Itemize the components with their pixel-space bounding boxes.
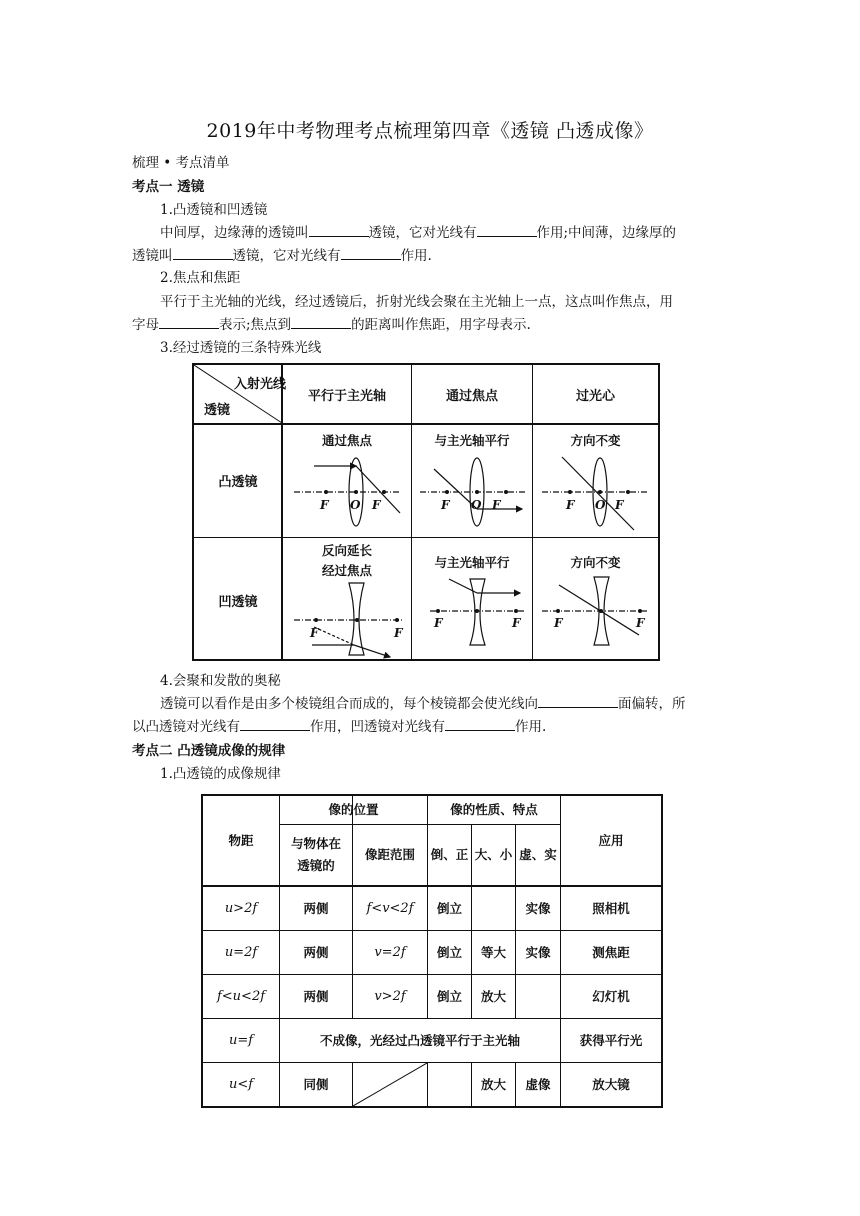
header-inverted: 倒、正 xyxy=(430,847,469,862)
col-header: 平行于主光轴 xyxy=(307,389,386,404)
ray-diagrams xyxy=(194,365,658,659)
fill-blank[interactable] xyxy=(341,247,401,260)
header-image-position: 像的位置 xyxy=(328,802,379,817)
focus-label: F xyxy=(512,616,521,630)
cell-side: 两侧 xyxy=(303,944,329,960)
empty-cell-diagonal xyxy=(353,1063,427,1106)
cell-u: u=2f xyxy=(224,944,258,960)
fill-blank[interactable] xyxy=(159,316,219,329)
col-header: 通过焦点 xyxy=(445,389,498,404)
cell-u: u>2f xyxy=(224,900,258,916)
cell-inverted: 倒立 xyxy=(436,944,462,960)
cell-size: 放大 xyxy=(480,1076,506,1092)
kp1-s3-title: 3.经过透镜的三条特殊光线 xyxy=(160,340,322,356)
focus-label: F xyxy=(554,616,563,630)
focus-label: F xyxy=(441,498,450,512)
kp2-heading: 考点二 凸透镜成像的规律 xyxy=(132,743,286,759)
kp1-s4-line1: 透镜可以看作是由多个棱镜组合而成的，每个棱镜都会使光线向 面偏转，所 xyxy=(160,696,686,712)
cell-application: 获得平行光 xyxy=(579,1032,643,1048)
header-side: 与物体在 透镜的 xyxy=(290,836,341,873)
header-application: 应用 xyxy=(598,833,624,848)
header-image-nature: 像的性质、特点 xyxy=(450,802,538,817)
optical-center-label: O xyxy=(350,498,361,512)
fill-blank[interactable] xyxy=(173,247,233,260)
row-label-concave: 凹透镜 xyxy=(218,595,258,610)
cell-application: 放大镜 xyxy=(592,1076,630,1092)
fill-blank[interactable] xyxy=(538,695,618,708)
corner-bottom-label: 透镜 xyxy=(204,403,231,418)
caption: 与主光轴平行 xyxy=(434,433,510,448)
kp1-s2-line1: 平行于主光轴的光线，经过透镜后，折射光线会聚在主光轴上一点，这点叫作焦点，用 xyxy=(160,294,673,310)
header-object-distance: 物距 xyxy=(228,833,254,848)
fill-blank[interactable] xyxy=(309,224,369,237)
kp1-s4-line2: 以凸透镜对光线有 作用，凹透镜对光线有 作用. xyxy=(132,719,547,735)
cell-u: u=f xyxy=(228,1032,254,1048)
cell-size xyxy=(472,887,515,930)
focus-label: F xyxy=(492,498,501,512)
kp1-s2-title: 2.焦点和焦距 xyxy=(160,270,241,286)
cell-inverted: 倒立 xyxy=(436,900,462,916)
cell-side: 两侧 xyxy=(303,900,329,916)
kp1-s4-title: 4.会聚和发散的奥秘 xyxy=(160,673,281,689)
corner-top-label: 入射光线 xyxy=(234,377,287,392)
kp1-s2-line2: 字母 表示;焦点到 的距离叫作焦距，用字母表示. xyxy=(132,317,531,333)
page-title: 2019年中考物理考点梳理第四章《透镜 凸透成像》 xyxy=(206,120,654,142)
caption: 与主光轴平行 xyxy=(434,555,510,570)
cell-range: v>2f xyxy=(374,988,406,1004)
focus-label: F xyxy=(566,498,575,512)
cell-size: 等大 xyxy=(480,944,506,960)
fill-blank[interactable] xyxy=(291,316,351,329)
caption: 方向不变 xyxy=(570,555,621,570)
caption: 通过焦点 xyxy=(321,433,372,448)
kp2-s1-title: 1.凸透镜的成像规律 xyxy=(160,766,281,782)
header-size: 大、小 xyxy=(474,847,513,862)
cell-range: v=2f xyxy=(374,944,406,960)
cell-real xyxy=(516,975,560,1018)
caption: 反向延长 经过焦点 xyxy=(321,543,372,578)
fill-blank[interactable] xyxy=(240,718,310,731)
focus-label: F xyxy=(310,626,319,640)
fill-blank[interactable] xyxy=(477,224,537,237)
special-rays-table xyxy=(192,363,660,661)
focus-label: F xyxy=(394,626,403,640)
kp1-s1-line1: 中间厚，边缘薄的透镜叫 透镜，它对光线有 作用;中间薄，边缘厚的 xyxy=(160,225,677,241)
imaging-rules-table xyxy=(201,794,663,1108)
caption: 方向不变 xyxy=(570,433,621,448)
cell-inverted: 倒立 xyxy=(436,988,462,1004)
cell-application: 测焦距 xyxy=(592,944,630,960)
cell-application: 幻灯机 xyxy=(592,988,630,1004)
row-label-convex: 凸透镜 xyxy=(218,475,258,490)
cell-u: f<u<2f xyxy=(216,988,266,1004)
cell-u: u<f xyxy=(228,1076,254,1092)
cell-real: 实像 xyxy=(525,900,551,916)
focus-label: F xyxy=(434,616,443,630)
fill-blank[interactable] xyxy=(445,718,515,731)
cell-application: 照相机 xyxy=(592,900,630,916)
cell-real: 虚像 xyxy=(525,1076,551,1092)
focus-label: F xyxy=(636,616,645,630)
focus-label: F xyxy=(372,498,381,512)
cell-real: 实像 xyxy=(525,944,551,960)
section-label: 梳理 • 考点清单 xyxy=(132,155,230,171)
header-range: 像距范围 xyxy=(364,847,415,862)
kp1-s1-line2: 透镜叫 透镜，它对光线有 作用. xyxy=(132,248,432,264)
cell-range: f<v<2f xyxy=(366,900,414,916)
focus-label: F xyxy=(615,498,624,512)
cell-size: 放大 xyxy=(480,988,506,1004)
cell-merged: 不成像，光经过凸透镜平行于主光轴 xyxy=(319,1032,520,1048)
kp1-s1-title: 1.凸透镜和凹透镜 xyxy=(160,202,268,218)
col-header: 过光心 xyxy=(575,389,615,404)
optical-center-label: O xyxy=(471,498,482,512)
header-real: 虚、实 xyxy=(519,847,557,862)
cell-side: 两侧 xyxy=(303,988,329,1004)
focus-label: F xyxy=(320,498,329,512)
kp1-heading: 考点一 透镜 xyxy=(132,179,205,195)
cell-side: 同侧 xyxy=(303,1076,329,1092)
optical-center-label: O xyxy=(595,498,606,512)
